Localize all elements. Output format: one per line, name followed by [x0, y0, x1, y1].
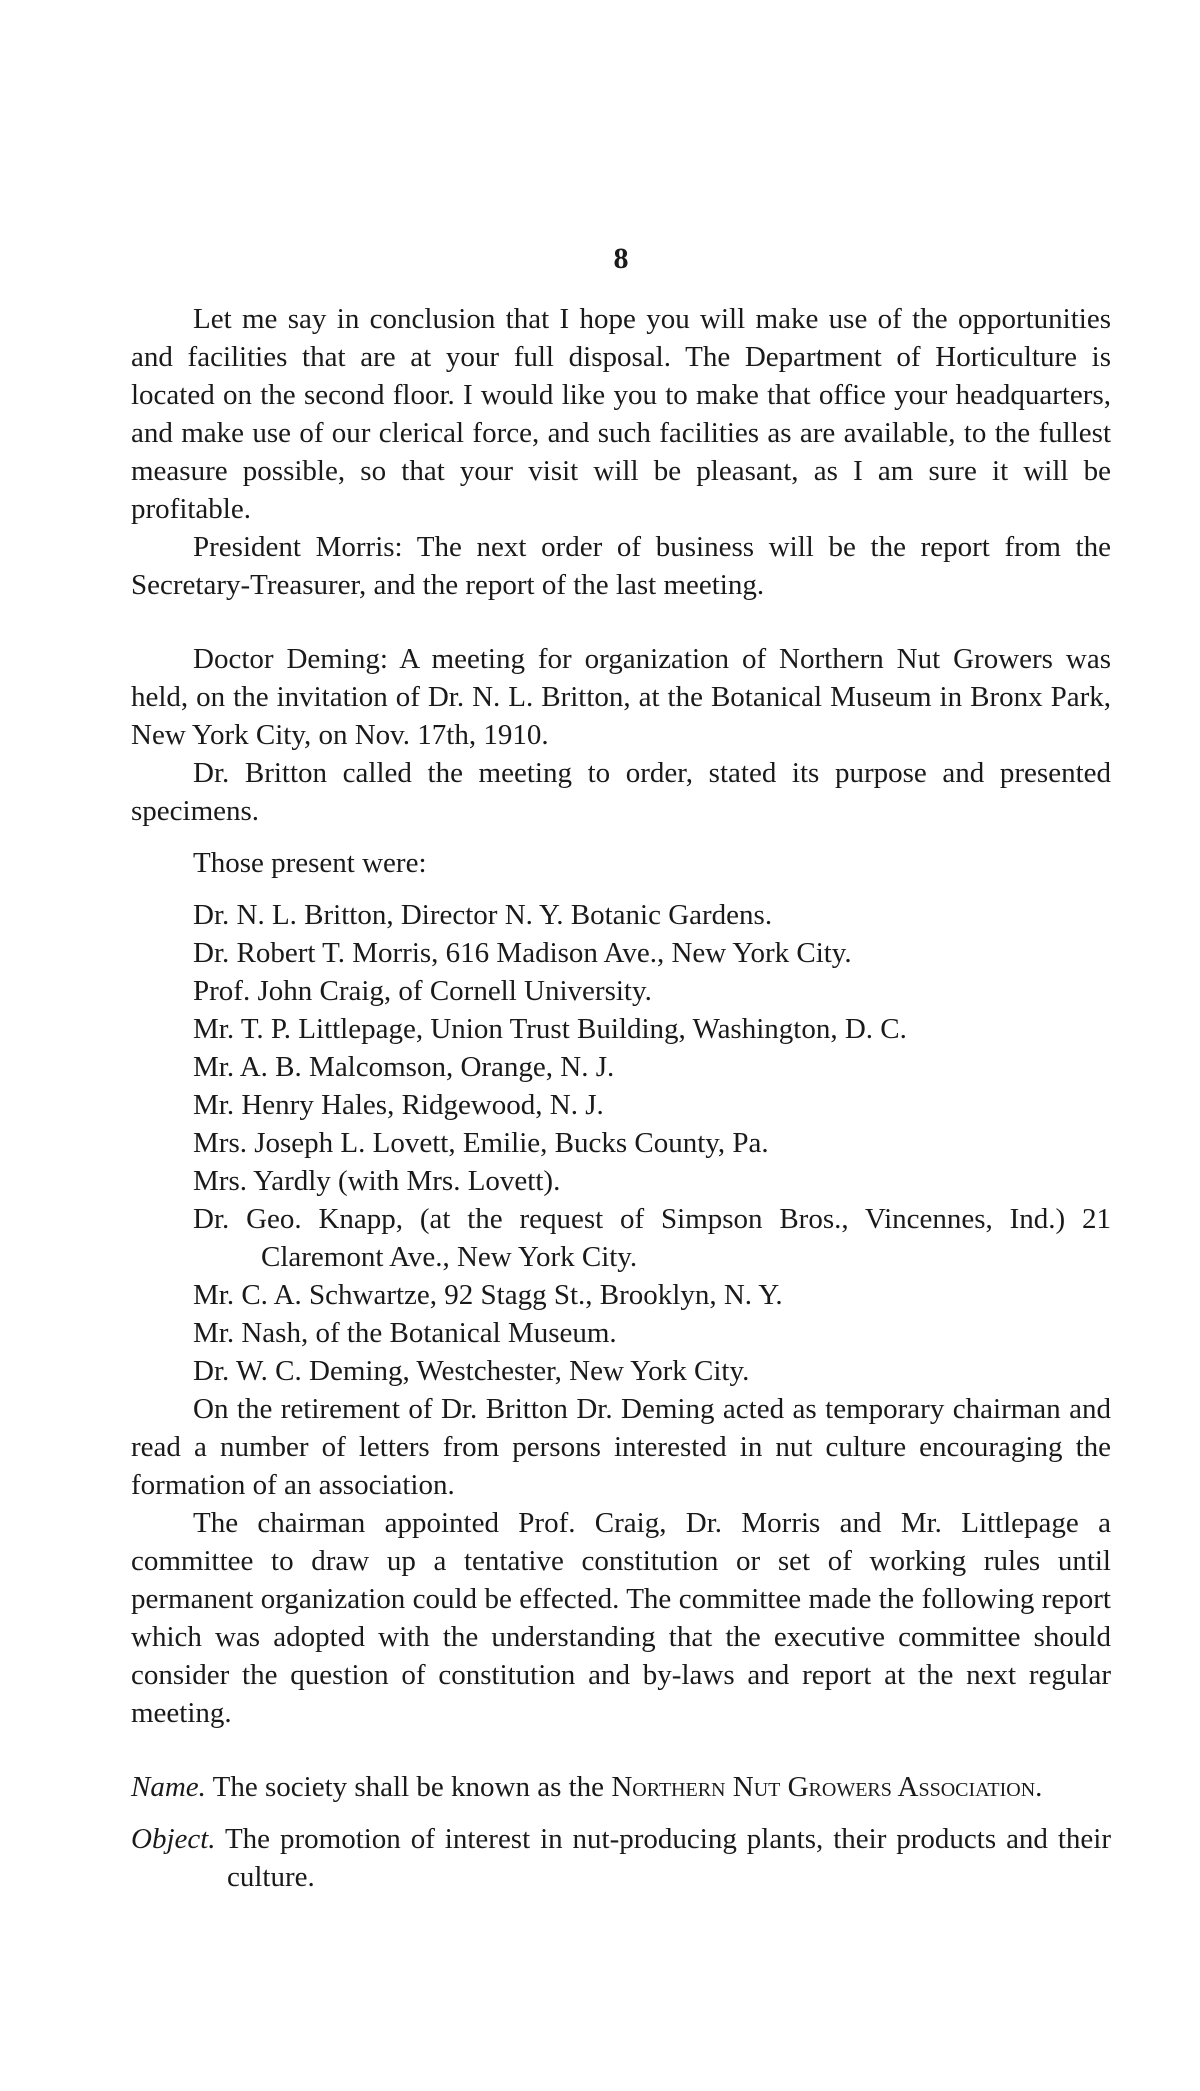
attendees-list — [131, 896, 1111, 1390]
definition-term-object: Object. — [131, 1823, 216, 1855]
page-number: 8 — [613, 242, 629, 275]
attendee-item: Mr. T. P. Littlepage, Union Trust Building, Washington, D. C. — [193, 1013, 907, 1045]
attendee-item: Mr. Henry Hales, Ridgewood, N. J. — [193, 1089, 604, 1121]
attendee-item: Mr. A. B. Malcomson, Orange, N. J. — [193, 1051, 615, 1083]
body-text — [131, 300, 1111, 1896]
attendee-item: Mr. Nash, of the Botanical Museum. — [193, 1317, 617, 1349]
section-gap — [131, 1732, 1111, 1768]
paragraph-president-morris: President Morris: The next order of business will be the report from the Secretary-Treasurer, and the report of the last meeting. — [131, 531, 1111, 601]
definition-text-name: The society shall be known as the — [212, 1771, 605, 1803]
attendee-item: Dr. W. C. Deming, Westchester, New York City. — [193, 1355, 750, 1387]
paragraph-britton-order: Dr. Britton called the meeting to order, stated its purpose and presented specimens. — [131, 757, 1111, 827]
paragraph-committee: The chairman appointed Prof. Craig, Dr. Morris and Mr. Littlepage a committee to draw up a tentative constitution or set of working rules until permanent organization could be effected. The committee made the following report which was adopted with the understanding that the executive committee should consider the question of constitution and by-laws and report at the next regular meeting. — [131, 1507, 1111, 1729]
attendee-item: Dr. Robert T. Morris, 616 Madison Ave., New York City. — [193, 937, 852, 969]
definition-object — [131, 1820, 1111, 1896]
attendee-item: Dr. Geo. Knapp, (at the request of Simpson Bros., Vincennes, Ind.) 21 Claremont Ave., New York City. — [193, 1203, 1111, 1273]
section-gap — [131, 604, 1111, 640]
attendee-item: Mr. C. A. Schwartze, 92 Stagg St., Brooklyn, N. Y. — [193, 1279, 783, 1311]
paragraph-conclusion: Let me say in conclusion that I hope you will make use of the opportunities and facilities that are at your full disposal. The Department of Horticulture is located on the second floor. I would like you to make that office your headquarters, and make use of our clerical force, and such facilities as are available, to the fullest measure possible, so that your visit will be pleasant, as I am sure it will be profitable. — [131, 303, 1111, 525]
attendee-item: Mrs. Yardly (with Mrs. Lovett). — [193, 1165, 561, 1197]
definition-term-name: Name. — [131, 1771, 206, 1803]
attendee-item: Prof. John Craig, of Cornell University. — [193, 975, 652, 1007]
definition-text-object: The promotion of interest in nut-producing plants, their products and their culture. — [224, 1823, 1111, 1893]
attendee-item: Mrs. Joseph L. Lovett, Emilie, Bucks County, Pa. — [193, 1127, 769, 1159]
association-name: Northern Nut Growers Association. — [611, 1771, 1043, 1803]
paragraph-doctor-deming: Doctor Deming: A meeting for organization of Northern Nut Growers was held, on the invitation of Dr. N. L. Britton, at the Botanical Museum in Bronx Park, New York City, on Nov. 17th, 1910. — [131, 643, 1111, 751]
definition-name — [131, 1768, 1111, 1806]
paragraph-retirement: On the retirement of Dr. Britton Dr. Deming acted as temporary chairman and read a number of letters from persons interested in nut culture encouraging the formation of an association. — [131, 1393, 1111, 1501]
attendee-item: Dr. N. L. Britton, Director N. Y. Botanic Gardens. — [193, 899, 773, 931]
attendees-intro: Those present were: — [193, 847, 427, 879]
